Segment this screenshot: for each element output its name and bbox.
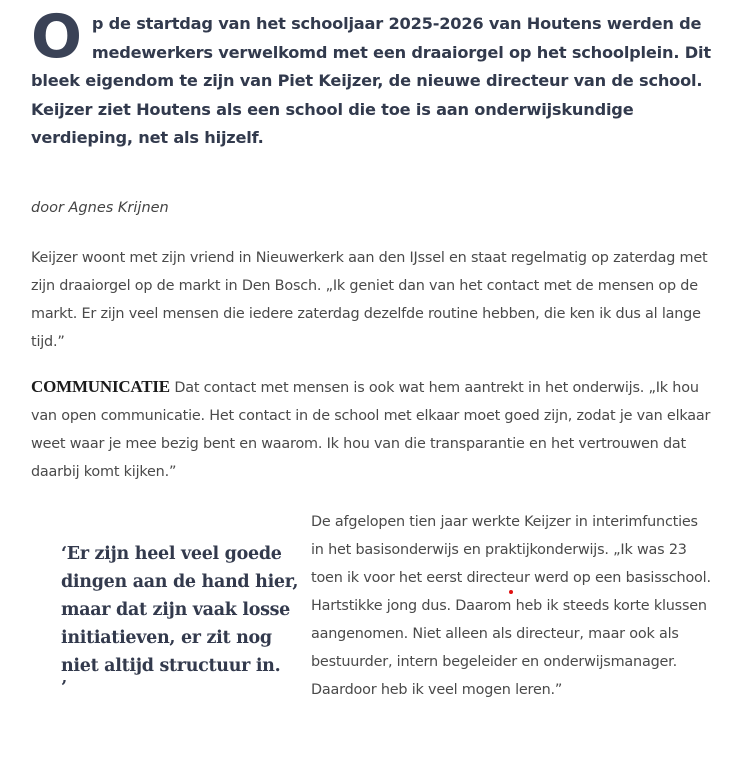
- paragraph-text: De afgelopen tien jaar werkte Keijzer in interimfuncties in het basisonderwijs en praktijkonderwijs. „Ik was 23 toen ik voor het eerst directeur werd op een basisschool. Hartstikke jong dus. Daarom heb ik steeds korte klussen aangenomen. Niet alleen als directeur, maar ook als bestuurder, intern begeleider en onderwijsmanager. Daardoor heb ik veel mogen leren.”: [311, 514, 711, 698]
- article-intro: [31, 2, 731, 153]
- pull-quote-closing-mark: ’: [61, 678, 67, 698]
- byline: door Agnes Krijnen: [31, 200, 169, 216]
- intro-text: p de startdag van het schooljaar 2025-2026 van Houtens werden de medewerkers verwelkomd met een draaiorgel op het schoolplein. Dit bleek eigendom te zijn van Piet Keijzer, de nieuwe directeur van de school. Keijzer ziet Houtens als een school die toe is aan onderwijskundige verdieping, net als hijzelf.: [31, 14, 711, 147]
- paragraph: [31, 244, 721, 356]
- paragraph-text: Keijzer woont met zijn vriend in Nieuwerkerk aan den IJssel en staat regelmatig op zaterdag met zijn draaiorgel op de markt in Den Bosch. „Ik geniet dan van het contact met de mensen op de markt. Er zijn veel mensen die iedere zaterdag dezelfde routine hebben, die ken ik dus al lange tijd.”: [31, 250, 708, 350]
- pull-quote-text: ‘Er zijn heel veel goede dingen aan de hand hier, maar dat zijn vaak losse initiatieven, er zit nog niet altijd structuur in.: [61, 544, 299, 676]
- paragraph-text: Dat contact met mensen is ook wat hem aantrekt in het onderwijs. „Ik hou van open communicatie. Het contact in de school met elkaar moet goed zijn, zodat je van elkaar weet waar je mee bezig bent en waarom. Ik hou van die transparantie en het vertrouwen dat daarbij komt kijken.”: [31, 380, 711, 480]
- pull-quote: [61, 540, 301, 696]
- drop-cap: O: [31, 2, 82, 72]
- paragraph: [311, 508, 711, 704]
- cursor-marker: [509, 590, 513, 594]
- section-heading: COMMUNICATIE: [31, 377, 170, 396]
- paragraph: [31, 373, 721, 486]
